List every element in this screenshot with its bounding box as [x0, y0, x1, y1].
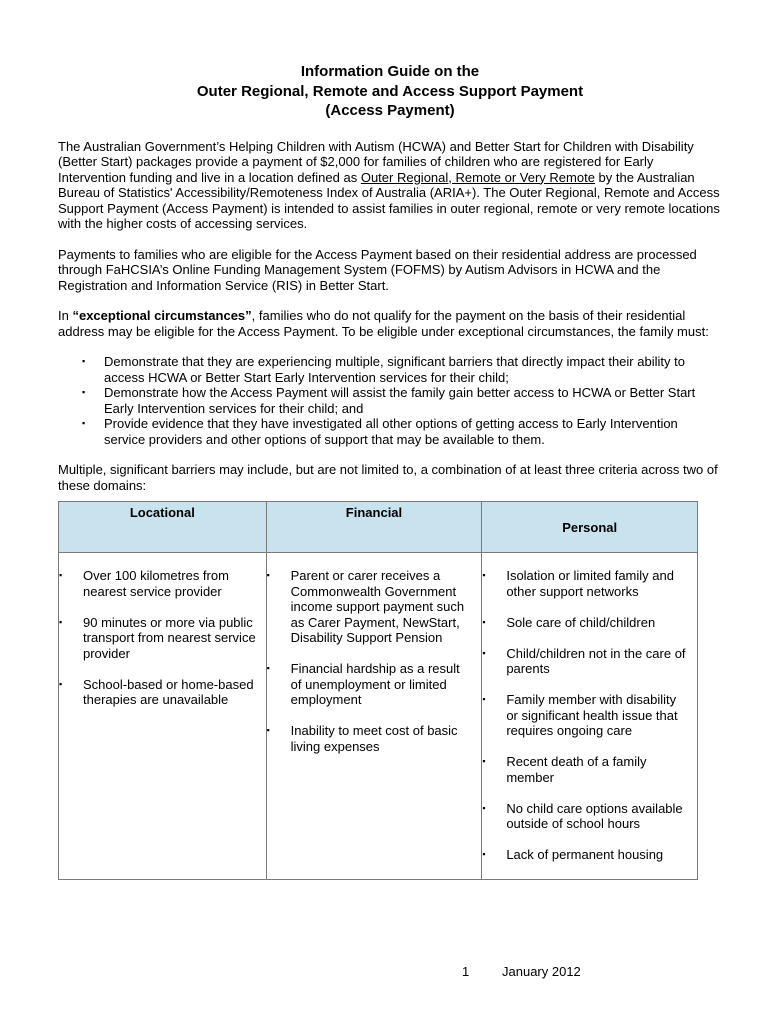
criterion-text: Lack of permanent housing [506, 847, 664, 862]
list-item [482, 646, 689, 677]
table-header-row [59, 502, 698, 553]
bullet-icon: ▪ [482, 802, 486, 813]
barriers-table [58, 501, 698, 880]
table-row [59, 553, 698, 880]
list-item [58, 416, 722, 447]
locational-cell [59, 553, 267, 880]
criterion-text: Family member with disability or significant health issue that requires ongoing care [506, 692, 678, 738]
criterion-text: Inability to meet cost of basic living expenses [290, 723, 458, 754]
bullet-icon: ▪ [59, 616, 63, 627]
page-number: 1 [462, 964, 470, 979]
bullet-icon: ▪ [82, 418, 86, 428]
criterion-text: Financial hardship as a result of unemployment or limited employment [290, 661, 460, 707]
list-item-text: Demonstrate how the Access Payment will assist the family gain better access to HCWA or Better Start Early Intervention services for their child; and [104, 385, 696, 416]
exceptional-circumstances-term: “exceptional circumstances” [72, 308, 252, 323]
list-item [267, 568, 474, 646]
financial-criteria-list [267, 568, 474, 754]
exceptional-prefix: In [58, 308, 73, 323]
locational-criteria-list [59, 568, 258, 708]
list-item [59, 568, 258, 599]
criterion-text: Recent death of a family member [506, 754, 647, 785]
title-line-1: Information Guide on the [300, 63, 480, 80]
processing-paragraph: Payments to families who are eligible for the Access Payment based on their residential address are processed through FaHCSIA’s Online Funding Management System (FOFMS) by Autism Advisors in HCWA and the Registration and Information Service (RIS) in Better Start. [58, 246, 697, 293]
criterion-text: Parent or carer receives a Commonwealth Government income support payment such as Carer Payment, NewStart, Disability Support Pension [290, 568, 465, 645]
criterion-text: Child/children not in the care of parents [506, 645, 686, 676]
intro-paragraph [58, 139, 722, 232]
title-line-2: Outer Regional, Remote and Access Support Payment [196, 82, 584, 100]
list-item [59, 615, 258, 662]
financial-header: Financial [266, 502, 482, 553]
list-item [482, 615, 689, 631]
list-item-text: Provide evidence that they have investigated all other options of getting access to Early Intervention service providers and other options of support that may be available to them. [104, 416, 678, 447]
personal-criteria-list [482, 568, 689, 863]
criterion-text: Sole care of child/children [506, 614, 656, 630]
exceptional-suffix: , families who do not qualify for the payment on the basis of their residential address may be eligible for the Access Payment. To be eligible under exceptional circumstances, the family must: [58, 308, 709, 339]
list-item [482, 754, 689, 785]
list-item [267, 723, 474, 754]
bullet-icon: ▪ [482, 647, 486, 658]
bullet-icon: ▪ [266, 725, 270, 735]
criterion-text: No child care options available outside of school hours [506, 800, 683, 831]
personal-cell [482, 553, 698, 880]
list-item [482, 801, 689, 832]
document-title [58, 62, 722, 121]
financial-cell [266, 553, 482, 880]
title-line-3: (Access Payment) [325, 102, 455, 119]
locational-header: Locational [59, 502, 267, 553]
list-item [267, 661, 474, 708]
bullet-icon: ▪ [482, 694, 486, 704]
list-item [59, 677, 258, 708]
bullet-icon: ▪ [266, 663, 270, 673]
list-item [58, 354, 722, 385]
barriers-intro-paragraph: Multiple, significant barriers may include, but are not limited to, a combination of at least three criteria across two of these domains: [58, 462, 718, 493]
list-item [482, 847, 689, 863]
bullet-icon: ▪ [482, 756, 486, 766]
footer-date: January 2012 [502, 964, 581, 979]
bullet-icon: ▪ [82, 387, 86, 397]
intro-text-start: The Australian Government’s Helping Children with Autism (HCWA) and Better Start for Children with Disability (Better Start) packages provide a payment of $2,000 for families of children who are registered for Early Intervention funding and live in a location defined as [58, 138, 694, 185]
list-item [482, 568, 689, 599]
bullet-icon: ▪ [59, 570, 63, 580]
criterion-text: Over 100 kilometres from nearest service provider [83, 568, 229, 599]
intro-text-end: by the Australian Bureau of Statistics' Accessibility/Remoteness Index of Australia (ARIA+). The Outer Regional, Remote and Access Support Payment (Access Payment) is intended to assist families in outer regional, remote or very remote locations with the higher costs of accessing services. [58, 169, 720, 231]
bullet-icon: ▪ [482, 849, 486, 859]
bullet-icon: ▪ [82, 356, 86, 366]
page-footer [462, 964, 581, 980]
aria-definition-link[interactable]: Outer Regional, Remote or Very Remote [360, 169, 595, 185]
criterion-text: School-based or home-based therapies are unavailable [83, 676, 254, 707]
document-page [58, 62, 722, 880]
list-item-text: Demonstrate that they are experiencing multiple, significant barriers that directly impact their ability to access HCWA or Better Start Early Intervention services for their child; [104, 354, 685, 385]
criterion-text: 90 minutes or more via public transport from nearest service provider [83, 614, 256, 661]
personal-header: Personal [482, 502, 698, 553]
list-item [58, 385, 722, 416]
bullet-icon: ▪ [59, 678, 63, 689]
criterion-text: Isolation or limited family and other support networks [506, 568, 674, 599]
eligibility-requirements-list [58, 354, 722, 447]
bullet-icon: ▪ [482, 616, 486, 627]
exceptional-circumstances-paragraph [58, 308, 722, 339]
bullet-icon: ▪ [482, 570, 486, 580]
bullet-icon: ▪ [266, 570, 270, 580]
list-item [482, 692, 689, 739]
